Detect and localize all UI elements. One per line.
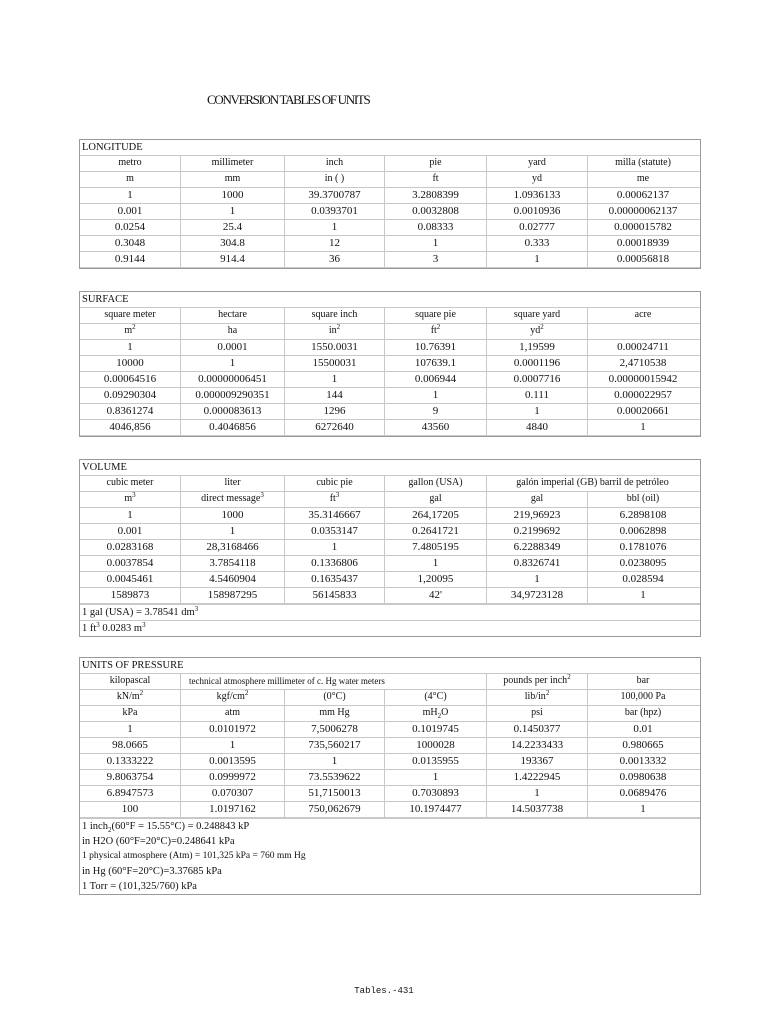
table-cell: 0.0238095 [619,557,667,569]
table-cell: 1 [181,204,285,219]
table-cell: 0.1019745 [385,722,487,737]
table-cell: 0.00024711 [617,341,669,353]
table-row [80,556,700,572]
table-cell: 0.0007716 [487,372,588,387]
table-cell: 0.0013332 [619,755,667,767]
table-cell: 1 [181,356,285,371]
table-cell: 6272640 [285,420,385,435]
unit-name: hectare [181,308,285,323]
table-cell: 1 [285,540,385,555]
table-cell: 0.1635437 [285,572,385,587]
page-footer: Tables.-431 [354,986,414,996]
section-label: UNITS OF PRESSURE [80,658,700,674]
section-label: SURFACE [80,292,700,308]
table-cell: 0.1333222 [80,754,181,769]
unit-symbol: 100,000 Pa [620,691,666,702]
unit-name-row [80,476,700,492]
table-cell: 9.8063754 [80,770,181,785]
unit-symbol: bbl (oil) [626,493,660,504]
table-row [80,524,700,540]
table-cell: 1 [80,188,181,203]
table-cell: 0.00064516 [80,372,181,387]
table-cell: 1 [487,786,588,801]
table-row [80,188,700,204]
table-cell: 100 [80,802,181,817]
table-cell: 1 [385,770,487,785]
table-row [80,372,700,388]
unit-symbol-row [80,706,700,722]
pressure-table [79,657,701,895]
unit-symbol: lib/$in^2$ [487,690,588,705]
table-cell: 0.0353147 [285,524,385,539]
table-cell: 7.4805195 [385,540,487,555]
unit-symbol: me [636,173,650,184]
table-cell: 1,19599 [487,340,588,355]
table-cell: 0.8361274 [80,404,181,419]
table-cell: 0.0980638 [619,771,667,783]
unit-symbol: bar (hpz) [624,707,662,718]
unit-name: liter [181,476,285,491]
unit-symbol: ft [385,172,487,187]
table-row [80,540,700,556]
table-row [80,588,700,604]
table-cell: 0.0689476 [619,787,667,799]
table-cell: 43560 [385,420,487,435]
table-cell: 42' [385,588,487,603]
unit-symbol-row [80,172,700,188]
table-cell: 56145833 [285,588,385,603]
table-row [80,738,700,754]
longitude-table [79,139,701,269]
unit-symbol: gal [385,492,487,507]
unit-name: cubic pie [285,476,385,491]
table-row [80,802,700,818]
table-cell: 10000 [80,356,181,371]
table-cell: 0.00062137 [616,189,670,201]
table-row [80,722,700,738]
unit-symbol: mm Hg [285,706,385,721]
table-cell: 0.0283168 [80,540,181,555]
table-cell: 0.028594 [622,573,664,585]
table-row [80,236,700,252]
table-cell: 1589873 [80,588,181,603]
table-cell: 0.000022957 [614,389,672,401]
unit-name: square inch [285,308,385,323]
table-cell: 6.2898108 [619,509,667,521]
table-row [80,754,700,770]
table-cell: 0.0101972 [181,722,285,737]
table-cell: 6.2288349 [487,540,588,555]
table-cell: 0.0037854 [80,556,181,571]
table-cell: 0.00020661 [616,405,670,417]
table-cell: 0.070307 [181,786,285,801]
unit-symbol: $kN/m^2$ [80,690,181,705]
table-cell: 735,560217 [285,738,385,753]
table-cell: 28,3168466 [181,540,285,555]
table-cell: 1 [385,388,487,403]
table-row [80,786,700,802]
table-cell: 264,17205 [385,508,487,523]
unit-name: square yard [487,308,588,323]
table-cell: 36 [285,252,385,267]
pressure-note: in H2O (60°F=20°C)=0.248641 kPa [82,836,235,847]
table-cell: 4.5460904 [181,572,285,587]
table-cell: 3.2808399 [385,188,487,203]
table-row [80,204,700,220]
unit-name: yard [487,156,588,171]
table-cell: 1000 [181,508,285,523]
table-cell: 1 [487,252,588,267]
table-cell: 1 [181,738,285,753]
table-cell: 1 [80,340,181,355]
unit-name: gallon (USA) [385,476,487,491]
table-row [80,340,700,356]
table-row [80,420,700,436]
table-cell: 107639.1 [385,356,487,371]
table-row [80,770,700,786]
table-cell: 1 [640,803,646,815]
pressure-note: 1 Torr = (101,325/760) kPa [82,881,197,892]
unit-symbol: $ft^3$ [285,492,385,507]
table-cell: 34,9723128 [487,588,588,603]
table-cell: 0.001 [80,204,181,219]
table-row [80,572,700,588]
unit-name-row [80,156,700,172]
table-cell: 0.2199692 [487,524,588,539]
pressure-note: 1 inch$_2$(60°F = 15.55°C) = 0.248843 kP [80,818,700,834]
table-cell: 0.0032808 [385,204,487,219]
table-cell: 39.3700787 [285,188,385,203]
unit-symbol: atm [181,706,285,721]
unit-symbol-row [80,324,700,340]
unit-name: kilopascal [80,674,181,689]
table-row [80,356,700,372]
volume-table [79,459,701,637]
table-cell: 0.980665 [622,739,664,751]
table-row [80,252,700,268]
table-cell: 4046,856 [80,420,181,435]
table-cell: 4840 [487,420,588,435]
unit-symbol: kPa [80,706,181,721]
table-cell: 1 [385,236,487,251]
table-cell: 1 [80,508,181,523]
table-cell: 10.1974477 [385,802,487,817]
table-cell: 1 [285,372,385,387]
table-cell: 1 [385,556,487,571]
unit-name-row [80,308,700,324]
section-label: VOLUME [80,460,700,476]
unit-symbol: $ft^2$ [385,324,487,339]
unit-name: bar [636,675,650,686]
table-cell: 1,20095 [385,572,487,587]
unit-name: square meter [80,308,181,323]
unit-name: acre [634,309,652,320]
unit-symbol: mm [181,172,285,187]
table-cell: 158987295 [181,588,285,603]
table-cell: 1 [640,421,646,433]
unit-subheader-row [80,690,700,706]
table-cell: 12 [285,236,385,251]
table-cell: 1 [487,572,588,587]
table-cell: 0.4046856 [181,420,285,435]
unit-name: metro [80,156,181,171]
table-cell: 7,5006278 [285,722,385,737]
unit-name: galón imperial (GB) barril de petróleo [516,477,669,488]
unit-symbol: $in^2$ [285,324,385,339]
unit-symbol: psi [487,706,588,721]
table-cell: 0.00000062137 [608,205,678,217]
unit-name: pie [385,156,487,171]
table-cell: 0.111 [487,388,588,403]
table-cell: 0.02777 [487,220,588,235]
table-cell: 1550.0031 [285,340,385,355]
volume-note: 1 $ft^3$ 0.0283 $m^3$ [80,620,700,636]
table-cell: 35.3146667 [285,508,385,523]
table-cell: 0.000009290351 [181,388,285,403]
table-cell: 1 [640,589,646,601]
table-cell: 0.00018939 [616,237,670,249]
table-cell: 3.7854118 [181,556,285,571]
table-cell: 914.4 [181,252,285,267]
unit-symbol: in ( ) [285,172,385,187]
unit-symbol: kgf/$cm^2$ [181,690,285,705]
table-row [80,388,700,404]
unit-name: milla (statute) [615,157,671,168]
table-cell: 98.0665 [80,738,181,753]
table-cell: 0.09290304 [80,388,181,403]
table-cell: 1.0936133 [487,188,588,203]
table-cell: 51,7150013 [285,786,385,801]
unit-symbol: (0°C) [285,690,385,705]
unit-name: pounds per inch$^2$ [487,674,588,689]
table-cell: 0.0013595 [181,754,285,769]
unit-symbol: $mH_2O$ [385,706,487,721]
table-cell: 1 [285,754,385,769]
table-cell: 25.4 [181,220,285,235]
table-cell: 1 [181,524,285,539]
table-cell: 219,96923 [487,508,588,523]
table-cell: 0.3048 [80,236,181,251]
unit-name: cubic meter [80,476,181,491]
table-cell: 0.0001 [181,340,285,355]
table-row [80,404,700,420]
unit-symbol: direct message$^3$ [181,492,285,507]
table-cell: 0.0999972 [181,770,285,785]
table-cell: 15500031 [285,356,385,371]
table-cell: 0.00000006451 [181,372,285,387]
table-row [80,220,700,236]
surface-table [79,291,701,437]
table-cell: 1 [487,404,588,419]
table-cell: 1 [80,722,181,737]
unit-symbol: m [80,172,181,187]
table-cell: 3 [385,252,487,267]
unit-symbol [588,324,698,339]
table-cell: 1.4222945 [487,770,588,785]
unit-name-row [80,674,700,690]
table-cell: 0.0393701 [285,204,385,219]
unit-symbol: (4°C) [385,690,487,705]
table-cell: 0.333 [487,236,588,251]
table-cell: 0.1336806 [285,556,385,571]
table-cell: 14.2233433 [487,738,588,753]
unit-symbol: $m^3$ [80,492,181,507]
table-cell: 0.1450377 [487,722,588,737]
unit-name: square pie [385,308,487,323]
table-cell: 0.0062898 [619,525,667,537]
unit-name: technical atmosphere millimeter of c. Hg water meters [181,674,487,689]
table-cell: 0.1781076 [619,541,667,553]
table-cell: 0.0001196 [487,356,588,371]
table-cell: 10.76391 [385,340,487,355]
table-cell: 0.00056818 [616,253,670,265]
table-row [80,508,700,524]
table-cell: 0.01 [633,723,653,735]
table-cell: 1.0197162 [181,802,285,817]
table-cell: 0.0254 [80,220,181,235]
table-cell: 1296 [285,404,385,419]
unit-symbol: yd [487,172,588,187]
unit-symbol: gal [487,492,588,507]
table-cell: 0.8326741 [487,556,588,571]
unit-symbol: ha [181,324,285,339]
table-cell: 9 [385,404,487,419]
table-cell: 14.5037738 [487,802,588,817]
table-cell: 0.006944 [385,372,487,387]
table-cell: 2,4710538 [619,357,667,369]
table-cell: 0.9144 [80,252,181,267]
table-cell: 144 [285,388,385,403]
table-cell: 0.0045461 [80,572,181,587]
unit-symbol: $m^2$ [80,324,181,339]
table-cell: 193367 [487,754,588,769]
table-cell: 0.08333 [385,220,487,235]
pressure-note: in Hg (60°F=20°C)=3.37685 kPa [82,866,222,877]
table-cell: 1000 [181,188,285,203]
table-cell: 73.5539622 [285,770,385,785]
unit-name: millimeter [181,156,285,171]
section-label: LONGITUDE [80,140,700,156]
volume-note: 1 gal (USA) = 3.78541 $dm^3$ [80,604,700,620]
table-cell: 6.8947573 [80,786,181,801]
table-cell: 0.7030893 [385,786,487,801]
table-cell: 750,062679 [285,802,385,817]
table-cell: 1000028 [385,738,487,753]
table-cell: 0.000015782 [614,221,672,233]
pressure-note: 1 physical atmosphere (Atm) = 101,325 kPa = 760 mm Hg [82,851,306,861]
unit-symbol-row [80,492,700,508]
table-cell: 0.000083613 [181,404,285,419]
unit-name: inch [285,156,385,171]
table-cell: 304.8 [181,236,285,251]
table-cell: 1 [285,220,385,235]
table-cell: 0.00000015942 [608,373,678,385]
unit-symbol: $yd^2$ [487,324,588,339]
table-cell: 0.0135955 [385,754,487,769]
table-cell: 0.2641721 [385,524,487,539]
table-cell: 0.0010936 [487,204,588,219]
table-cell: 0.001 [80,524,181,539]
page-title: CONVERSION TABLES OF UNITS [207,92,370,107]
